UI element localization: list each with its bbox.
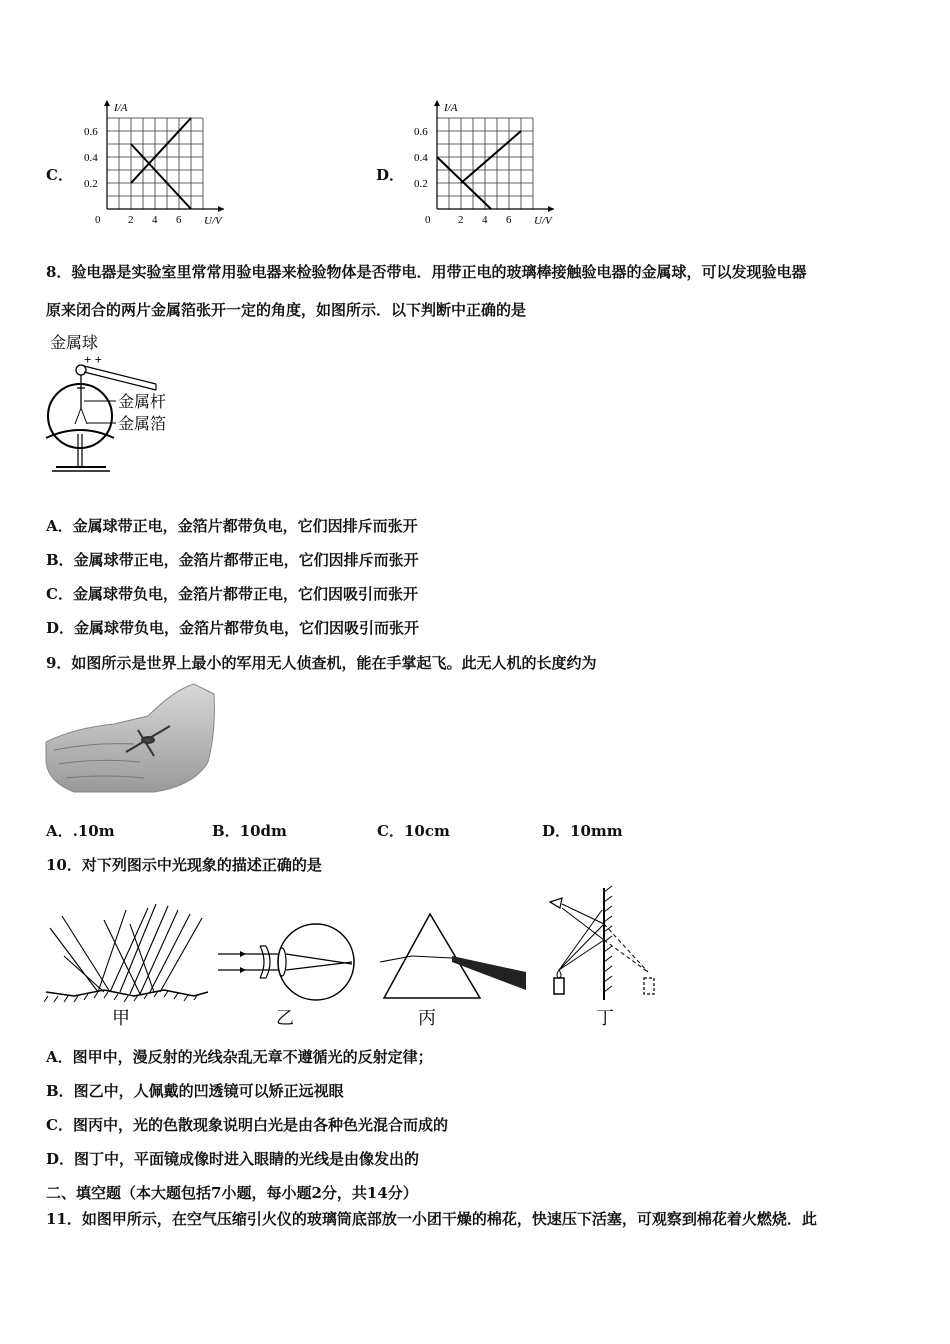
graph-d-x-label: U/V	[534, 215, 552, 227]
q8-option-b[interactable]: B．金属球带正电，金箔片都带正电，它们因排斥而张开	[46, 551, 419, 569]
graph-c-line-falling	[131, 144, 191, 209]
section-title-fill-in: 二、填空题（本大题包括7小题，每小题2分，共14分）	[46, 1184, 418, 1202]
option-d-label: D．	[376, 166, 405, 184]
q10-option-d[interactable]: D．图丁中，平面镜成像时进入眼睛的光线是由像发出的	[46, 1150, 420, 1168]
charges-label: + +	[84, 352, 103, 367]
graph-c-xtick: 0	[95, 214, 101, 226]
q8-option-c[interactable]: C．金属球带负电，金箔片都带正电，它们因吸引而张开	[46, 585, 418, 603]
graph-c-xtick: 4	[152, 214, 158, 226]
graph-d-ytick: 0.4	[414, 152, 428, 164]
label-metal-foil: 金属箔	[118, 416, 167, 433]
figure-ding-plane-mirror	[544, 884, 664, 1028]
q10-option-b[interactable]: B．图乙中，人佩戴的凹透镜可以矫正远视眼	[46, 1082, 344, 1100]
q9-option-a[interactable]: A．.10m	[46, 822, 115, 840]
q8-option-d[interactable]: D．金属球带负电，金箔片都带负电，它们因吸引而张开	[46, 619, 420, 637]
q8-option-a[interactable]: A．金属球带正电，金箔片都带负电，它们因排斥而张开	[46, 517, 418, 535]
option-c-label: C．	[46, 166, 73, 184]
q11-stem: 11．如图甲所示，在空气压缩引火仪的玻璃筒底部放一小团干燥的棉花，快速压下活塞，可观察到棉花着火燃烧．此	[46, 1210, 817, 1228]
q10-option-c[interactable]: C．图丙中，光的色散现象说明白光是由各种色光混合而成的	[46, 1116, 448, 1134]
graph-d-xtick: 6	[506, 214, 512, 226]
q8-stem-line1: 8．验电器是实验室里常常用验电器来检验物体是否带电．用带正电的玻璃棒接触验电器的金属球，可以发现验电器	[46, 263, 807, 281]
graph-d	[404, 96, 574, 230]
graph-c	[74, 96, 244, 230]
q9-option-b[interactable]: B．10dm	[212, 822, 287, 840]
q9-stem: 9．如图所示是世界上最小的军用无人侦查机，能在手掌起飞。此无人机的长度约为	[46, 654, 597, 672]
graph-d-ytick: 0.6	[414, 126, 428, 138]
graph-c-y-label: I/A	[114, 102, 128, 114]
label-metal-rod: 金属杆	[118, 394, 167, 411]
graph-d-xtick: 4	[482, 214, 488, 226]
graph-d-xtick: 2	[458, 214, 464, 226]
label-metal-ball: 金属球	[50, 335, 99, 352]
q10-option-a[interactable]: A．图甲中，漫反射的光线杂乱无章不遵循光的反射定律；	[46, 1048, 433, 1066]
figure-jia-diffuse-reflection	[44, 900, 212, 1028]
graph-d-ytick: 0.2	[414, 178, 428, 190]
graph-d-y-label: I/A	[444, 102, 458, 114]
drone-on-hand-image	[44, 682, 216, 794]
graph-d-xtick: 0	[425, 214, 431, 226]
fig-label-ding: 丁	[596, 1008, 614, 1028]
graph-c-ytick: 0.4	[84, 152, 98, 164]
fig-label-yi: 乙	[276, 1008, 294, 1028]
graph-c-x-label: U/V	[204, 215, 222, 227]
fig-label-bing: 丙	[418, 1008, 436, 1028]
graph-c-ytick: 0.6	[84, 126, 98, 138]
graph-c-xtick: 6	[176, 214, 182, 226]
figure-yi-eye-lens	[218, 916, 358, 1028]
graph-c-ytick: 0.2	[84, 178, 98, 190]
figure-bing-prism	[380, 910, 530, 1028]
graph-c-xtick: 2	[128, 214, 134, 226]
q8-stem-line2: 原来闭合的两片金属箔张开一定的角度，如图所示．以下判断中正确的是	[46, 301, 527, 319]
graph-c-line-rising	[131, 118, 191, 183]
fig-label-jia: 甲	[112, 1008, 130, 1028]
q9-option-d[interactable]: D．10mm	[542, 822, 623, 840]
q10-stem: 10．对下列图示中光现象的描述正确的是	[46, 856, 322, 874]
electroscope-figure	[44, 330, 194, 482]
q9-option-c[interactable]: C．10cm	[377, 822, 450, 840]
